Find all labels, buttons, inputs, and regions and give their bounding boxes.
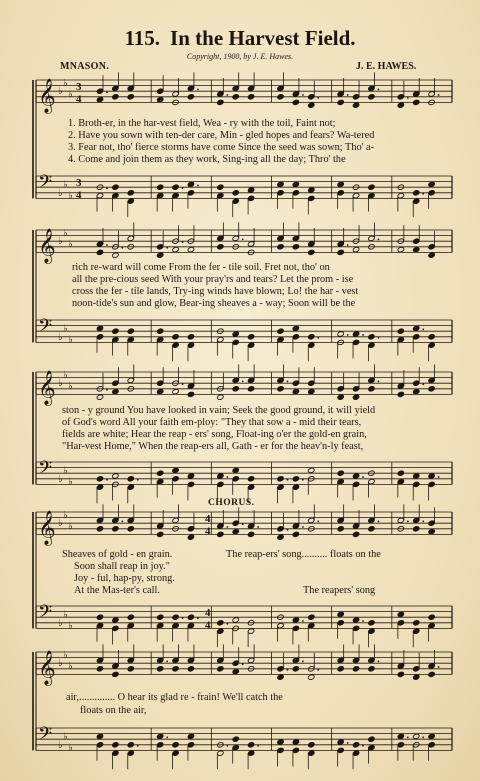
- svg-text:♭: ♭: [68, 521, 73, 532]
- svg-text:♭: ♭: [68, 476, 73, 488]
- svg-text:𝄞: 𝄞: [38, 650, 56, 686]
- verse-2-line-3: of God's word All your faith em-ploy: "They that sow a - mid their tears,: [62, 417, 362, 428]
- svg-text:♭: ♭: [63, 609, 68, 621]
- svg-text:♭: ♭: [63, 323, 68, 335]
- svg-text:♭: ♭: [58, 518, 63, 530]
- svg-text:♭: ♭: [68, 239, 73, 250]
- svg-text:4: 4: [205, 513, 211, 526]
- svg-text:4: 4: [76, 189, 82, 202]
- svg-text:𝄢: 𝄢: [38, 458, 53, 484]
- chorus-ending-4: At the Mas-ter's call.: [74, 585, 160, 596]
- verse-2-line-1: 2. Have you sown with ten-der care, Min - gled hopes and fears? Wa-tered: [68, 130, 375, 141]
- svg-text:♭: ♭: [58, 86, 63, 98]
- chorus-ending-3: Joy - ful, hap-py, strong.: [74, 573, 175, 584]
- verse-1-line-1: 1. Broth-er, in the har-vest field, Wea - ry with the toil, Faint not;: [68, 118, 336, 129]
- svg-text:♭: ♭: [68, 620, 73, 632]
- svg-text:𝄢: 𝄢: [38, 316, 53, 342]
- svg-text:♭: ♭: [63, 227, 68, 239]
- svg-text:♭: ♭: [58, 187, 63, 199]
- svg-text:♭: ♭: [68, 89, 73, 100]
- chorus-bass-line-1: The reapers' song: [303, 585, 376, 596]
- svg-text:♭: ♭: [68, 334, 73, 346]
- svg-text:𝄞: 𝄞: [38, 78, 56, 114]
- svg-text:4: 4: [205, 525, 211, 538]
- svg-text:♭: ♭: [63, 509, 68, 521]
- svg-text:𝄞: 𝄞: [38, 510, 56, 546]
- verse-3-line-1: 3. Fear not, tho' fierce storms have come Since the seed was sown; Tho' a-: [68, 142, 375, 153]
- svg-text:♭: ♭: [68, 381, 73, 392]
- verse-4-line-3: "Har-vest Home," When the reap-ers all, Gath - er for the heav'n-ly feast,: [62, 441, 364, 452]
- chorus-bass-line-2: floats on the air,: [80, 705, 147, 716]
- svg-text:♭: ♭: [58, 236, 63, 248]
- svg-text:𝄞: 𝄞: [38, 370, 56, 406]
- svg-text:♭: ♭: [58, 739, 63, 751]
- svg-text:3: 3: [76, 81, 82, 94]
- svg-text:♭: ♭: [68, 742, 73, 754]
- chorus-treble-line-1: The reap-ers' song.......... floats on the: [226, 549, 381, 560]
- composer-name: J. E. HAWES.: [356, 61, 417, 72]
- chorus-label: CHORUS.: [208, 498, 255, 508]
- svg-text:♭: ♭: [63, 731, 68, 743]
- svg-text:♭: ♭: [58, 617, 63, 629]
- svg-text:4: 4: [205, 607, 211, 620]
- tune-name: MNASON.: [60, 61, 110, 72]
- verse-4-line-2: noon-tide's sun and glow, Bear-ing sheaves a - way; Soon will be the: [72, 298, 356, 309]
- verse-1-line-2: rich re-ward will come From the fer - tile soil. Fret not, tho' on: [72, 262, 330, 273]
- verse-4-line-1: 4. Come and join them as they work, Sing-ing all the day; Thro' the: [68, 154, 346, 165]
- verse-2-line-2: all the pre-cious seed With your pray'rs and tears? Let the prom - ise: [72, 274, 354, 285]
- chorus-ending-2: Soon shall reap in joy.": [74, 561, 170, 572]
- hymn-number: 115.: [124, 26, 161, 50]
- svg-text:♭: ♭: [63, 649, 68, 661]
- svg-text:♭: ♭: [58, 658, 63, 670]
- verse-3-line-3: fields are white; Hear the reap - ers' song, Float-ing o'er the gold-en grain,: [62, 429, 367, 440]
- svg-text:4: 4: [76, 93, 82, 106]
- svg-text:3: 3: [76, 177, 82, 190]
- chorus-treble-line-2: air,.............. O hear its glad re - frain! We'll catch the: [66, 692, 283, 703]
- chorus-ending-1: Sheaves of gold - en grain.: [62, 549, 173, 560]
- svg-text:♭: ♭: [63, 369, 68, 381]
- svg-text:♭: ♭: [68, 661, 73, 672]
- verse-1-line-3: ston - y ground You have looked in vain; Seek the good ground, it will yield: [62, 405, 376, 416]
- verse-3-line-2: cross the fer - tile lands, Try-ing winds have blown; Lo! the har - vest: [72, 286, 359, 297]
- svg-text:𝄞: 𝄞: [38, 228, 56, 264]
- svg-text:♭: ♭: [68, 190, 73, 202]
- hymn-title-text: In the Harvest Field.: [170, 26, 356, 50]
- svg-text:♭: ♭: [58, 331, 63, 343]
- svg-text:𝄢: 𝄢: [38, 172, 53, 198]
- copyright-notice: Copyright, 1900, by J. E. Hawes.: [186, 52, 294, 61]
- svg-text:𝄢: 𝄢: [38, 602, 53, 628]
- svg-text:♭: ♭: [58, 378, 63, 390]
- svg-text:♭: ♭: [63, 465, 68, 477]
- svg-text:4: 4: [205, 619, 211, 632]
- svg-text:♭: ♭: [63, 77, 68, 89]
- svg-text:♭: ♭: [63, 179, 68, 191]
- svg-text:𝄢: 𝄢: [38, 724, 53, 750]
- svg-text:♭: ♭: [58, 473, 63, 485]
